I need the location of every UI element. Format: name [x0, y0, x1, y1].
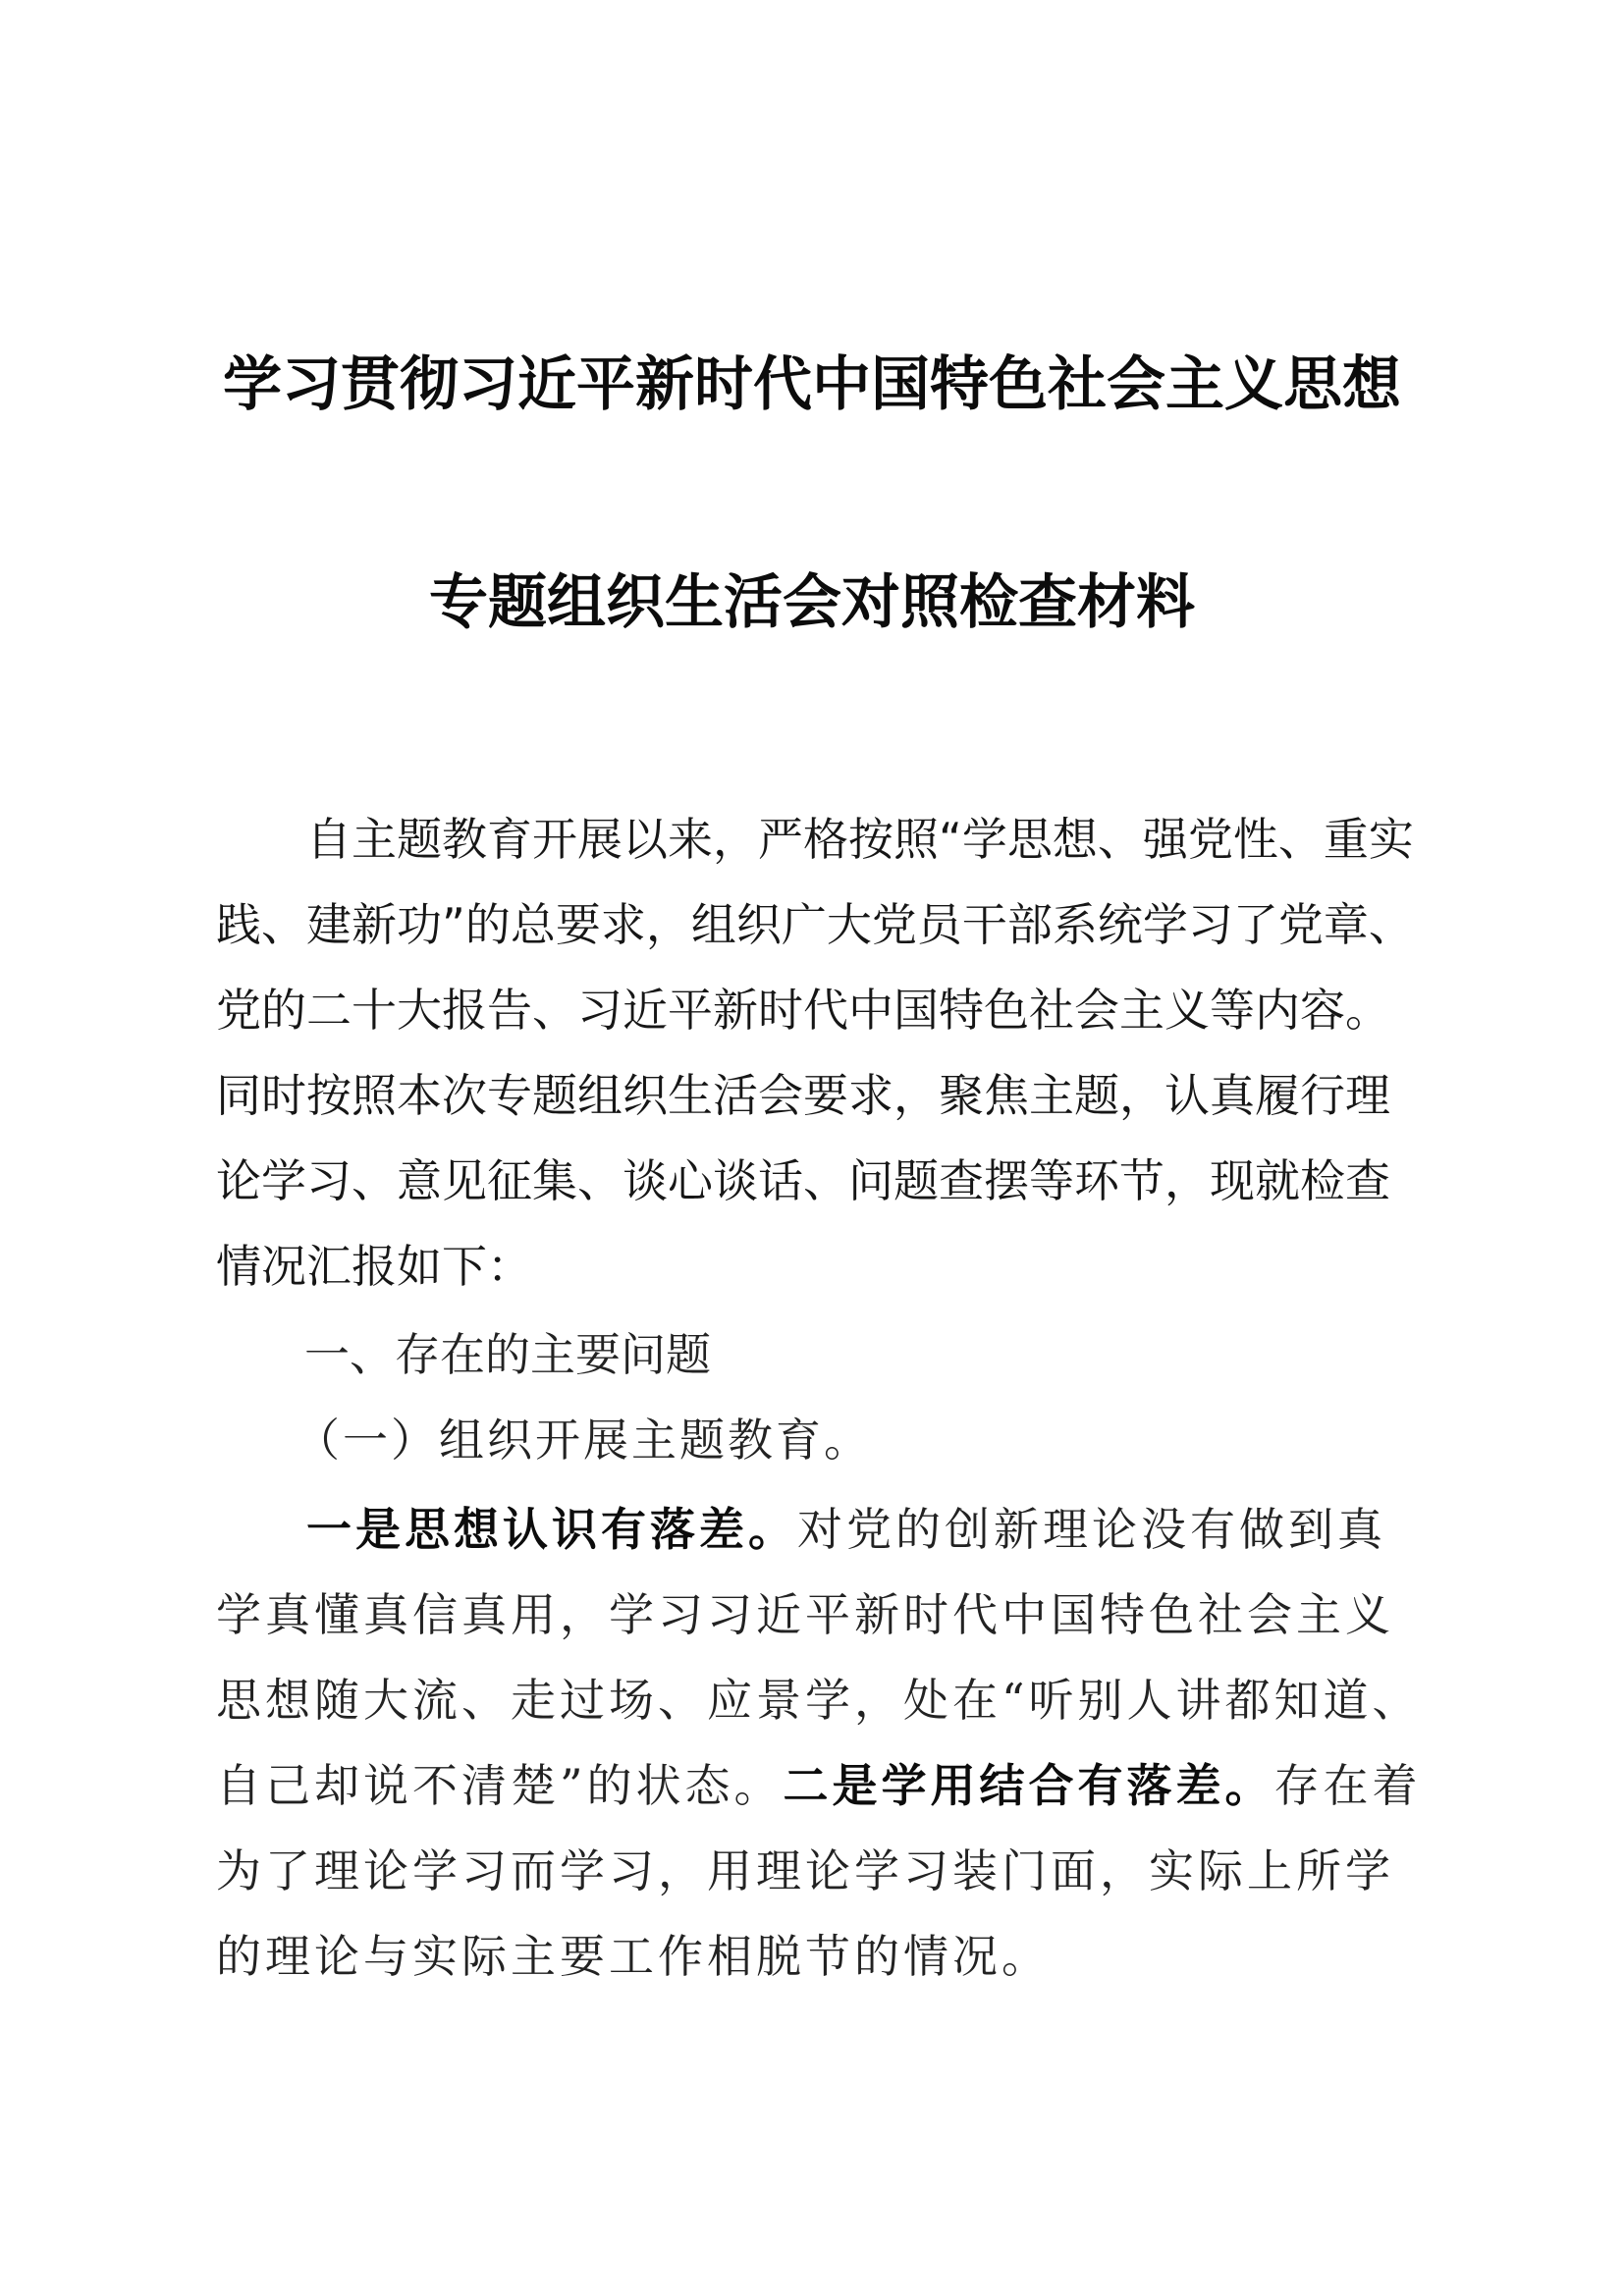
problem-paragraph: [216, 1487, 1428, 2000]
section-heading: 一、存在的主要问题: [304, 1328, 711, 1381]
point-1-lead: 一是思想认识有落差。: [306, 1503, 797, 1556]
intro-paragraph: 自主题教育开展以来，严格按照“学思想、强党性、重实践、建新功”的总要求，组织广大党员干部系统学习了党章、党的二十大报告、习近平新时代中国特色社会主义等内容。同时按照本次专题组织生活会要求，聚焦主题，认真履行理论学习、意见征集、谈心谈话、问题查摆等环节，现就检查情况汇报如下：: [216, 813, 1414, 1293]
point-2-lead: 二是学用结合有落差。: [783, 1759, 1274, 1812]
point-2-text: 存在着为了理论学习而学习，用理论学习装门面，实际上所学的理论与实际主要工作相脱节的情况。: [216, 1759, 1422, 1983]
subsection-heading: （一）组织开展主题教育。: [295, 1414, 872, 1467]
point-1-text: 对党的创新理论没有做到真学真懂真信真用，学习习近平新时代中国特色社会主义思想随大流、走过场、应景学，处在“听别人讲都知道、自己却说不清楚”的状态。: [216, 1503, 1422, 1812]
document-title-line-2: 专题组织生活会对照检查材料: [429, 568, 1195, 637]
document-title-line-1: 学习贯彻习近平新时代中国特色社会主义思想: [223, 350, 1401, 419]
